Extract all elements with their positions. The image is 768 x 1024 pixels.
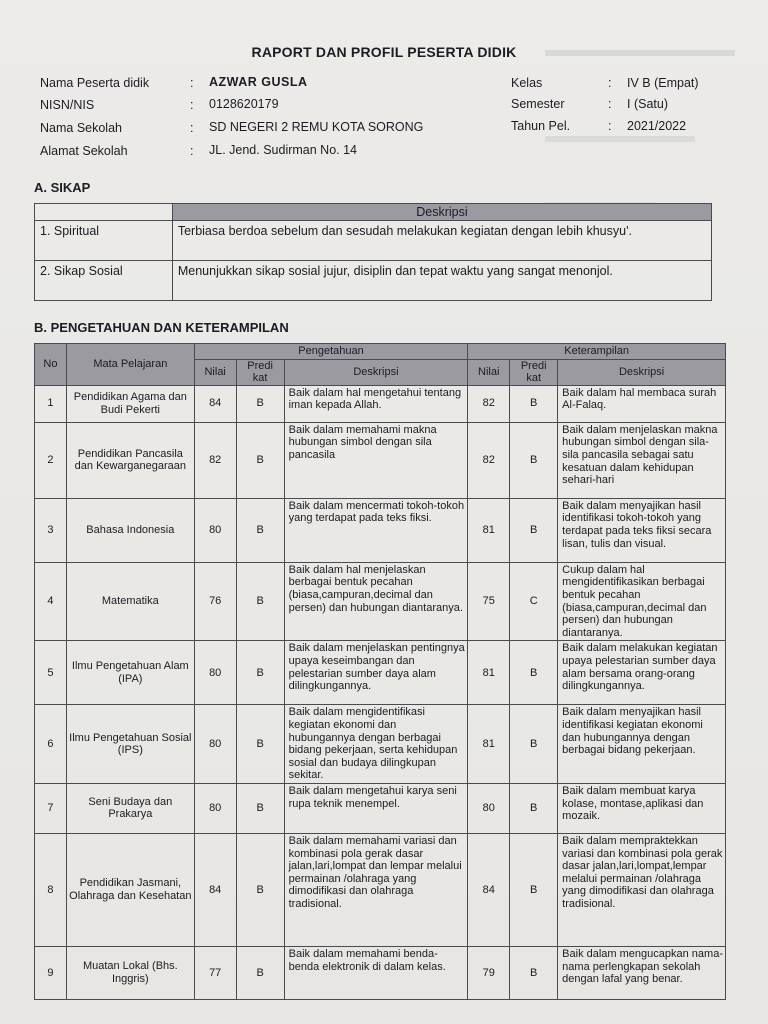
skills-score: 84 — [468, 833, 510, 946]
knowledge-description: Baik dalam hal menjelaskan berbagai bentuk pecahan (biasa,campuran,decimal dan persen) dan hubungan diantaranya. — [284, 562, 468, 641]
knowledge-grade: B — [236, 783, 284, 833]
grade-row — [35, 422, 726, 498]
student-identity-left — [40, 76, 500, 166]
skills-description: Cukup dalam hal mengidentifikasikan berbagai bentuk pecahan (biasa,campuran,decimal dan persen) dan hubungan diantaranya. — [558, 562, 726, 641]
subject-name: Ilmu Pengetahuan Sosial (IPS) — [66, 705, 194, 784]
section-b-heading: B. PENGETAHUAN DAN KETERAMPILAN — [34, 320, 289, 335]
label-semester: Semester — [511, 97, 565, 111]
label-school-address: Alamat Sekolah — [40, 144, 128, 158]
attitude-description-social: Menunjukkan sikap sosial jujur, disiplin dan tepat waktu yang sangat menonjol. — [172, 261, 711, 301]
skills-description: Baik dalam hal membaca surah Al-Falaq. — [558, 385, 726, 422]
value-class: IV B (Empat) — [627, 76, 699, 90]
knowledge-grade: B — [236, 946, 284, 999]
knowledge-score: 80 — [194, 641, 236, 705]
subject-name: Pendidikan Agama dan Budi Pekerti — [66, 385, 194, 422]
grades-table — [34, 343, 726, 1000]
header-subject: Mata Pelajaran — [66, 344, 194, 386]
grade-row — [35, 705, 726, 784]
knowledge-grade: B — [236, 562, 284, 641]
grade-row — [35, 641, 726, 705]
skills-description: Baik dalam melakukan kegiatan upaya pelestarian sumber daya alam bersama orang-orang dilingkungannya. — [558, 641, 726, 705]
skills-score: 81 — [468, 641, 510, 705]
knowledge-description: Baik dalam mencermati tokoh-tokoh yang terdapat pada teks fiksi. — [284, 498, 468, 562]
skills-score: 80 — [468, 783, 510, 833]
subject-name: Muatan Lokal (Bhs. Inggris) — [66, 946, 194, 999]
knowledge-grade: B — [236, 833, 284, 946]
knowledge-score: 77 — [194, 946, 236, 999]
skills-description: Baik dalam menjelaskan makna hubungan simbol dengan sila-sila pancasila sebagai satu kesatuan dalam kehidupan sehari-hari — [558, 422, 726, 498]
skills-description: Baik dalam mengucapkan nama-nama perlengkapan sekolah dengan lafal yang benar. — [558, 946, 726, 999]
knowledge-score: 80 — [194, 705, 236, 784]
row-number: 3 — [35, 498, 67, 562]
skills-grade: B — [510, 783, 558, 833]
knowledge-score: 80 — [194, 498, 236, 562]
row-number: 8 — [35, 833, 67, 946]
skills-score: 82 — [468, 422, 510, 498]
grade-row — [35, 783, 726, 833]
skills-score: 82 — [468, 385, 510, 422]
knowledge-score: 82 — [194, 422, 236, 498]
subject-name: Pendidikan Pancasila dan Kewarganegaraan — [66, 422, 194, 498]
grade-row — [35, 946, 726, 999]
row-number: 4 — [35, 562, 67, 641]
grade-row — [35, 498, 726, 562]
skills-grade: C — [510, 562, 558, 641]
attitude-description-header: Deskripsi — [172, 204, 711, 221]
skills-grade: B — [510, 641, 558, 705]
skills-grade: B — [510, 422, 558, 498]
knowledge-grade: B — [236, 385, 284, 422]
separator: : — [190, 76, 194, 90]
header-knowledge: Pengetahuan — [194, 344, 468, 360]
knowledge-description: Baik dalam menjelaskan pentingnya upaya keseimbangan dan pelestarian sumber daya alam dilingkungannya. — [284, 641, 468, 705]
knowledge-description: Baik dalam mengidentifikasi kegiatan ekonomi dan hubungannya dengan berbagai bidang pekerjaan, serta kehidupan sosial dan budaya dilingkupan sekitar. — [284, 705, 468, 784]
student-identity-right — [511, 76, 741, 146]
row-number: 6 — [35, 705, 67, 784]
subject-name: Ilmu Pengetahuan Alam (IPA) — [66, 641, 194, 705]
knowledge-score: 76 — [194, 562, 236, 641]
skills-grade: B — [510, 705, 558, 784]
header-knowledge-description: Deskripsi — [284, 359, 468, 385]
knowledge-description: Baik dalam memahami variasi dan kombinasi pola gerak dasar jalan,lari,lompat dan lempar melalui permainan /olahraga yang dimodifikasi dan olahraga tradisional. — [284, 833, 468, 946]
skills-score: 81 — [468, 705, 510, 784]
header-skills: Keterampilan — [468, 344, 726, 360]
label-school-year: Tahun Pel. — [511, 119, 571, 133]
value-student-name: AZWAR GUSLA — [209, 75, 308, 89]
separator: : — [190, 144, 194, 158]
value-semester: I (Satu) — [627, 97, 668, 111]
attitude-aspect-spiritual: 1. Spiritual — [35, 221, 173, 261]
row-number: 9 — [35, 946, 67, 999]
attitude-table — [34, 203, 712, 301]
knowledge-description: Baik dalam hal mengetahui tentang iman kepada Allah. — [284, 385, 468, 422]
knowledge-grade: B — [236, 641, 284, 705]
row-number: 1 — [35, 385, 67, 422]
row-number: 2 — [35, 422, 67, 498]
skills-score: 81 — [468, 498, 510, 562]
knowledge-score: 84 — [194, 385, 236, 422]
header-skills-score: Nilai — [468, 359, 510, 385]
header-skills-grade: Predi kat — [510, 359, 558, 385]
value-school-address: JL. Jend. Sudirman No. 14 — [209, 143, 357, 157]
knowledge-grade: B — [236, 422, 284, 498]
knowledge-description: Baik dalam mengetahui karya seni rupa teknik menempel. — [284, 783, 468, 833]
skills-grade: B — [510, 385, 558, 422]
skills-description: Baik dalam menyajikan hasil identifikasi tokoh-tokoh yang terdapat pada teks fiksi secara lisan, tulis dan visual. — [558, 498, 726, 562]
header-no: No — [35, 344, 67, 386]
grade-row — [35, 562, 726, 641]
knowledge-score: 80 — [194, 783, 236, 833]
value-school-year: 2021/2022 — [627, 119, 687, 133]
grade-row — [35, 385, 726, 422]
label-school-name: Nama Sekolah — [40, 121, 122, 135]
value-school-name: SD NEGERI 2 REMU KOTA SORONG — [209, 120, 424, 134]
knowledge-score: 84 — [194, 833, 236, 946]
subject-name: Bahasa Indonesia — [66, 498, 194, 562]
separator: : — [608, 97, 612, 111]
knowledge-description: Baik dalam memahami makna hubungan simbol dengan sila pancasila — [284, 422, 468, 498]
skills-description: Baik dalam menyajikan hasil identifikasi kegiatan ekonomi dan hubungannya dengan berbagai bidang pekerjaan. — [558, 705, 726, 784]
subject-name: Pendidikan Jasmani, Olahraga dan Kesehatan — [66, 833, 194, 946]
label-nisn: NISN/NIS — [40, 98, 95, 112]
row-number: 7 — [35, 783, 67, 833]
label-class: Kelas — [511, 76, 543, 90]
separator: : — [190, 98, 194, 112]
value-nisn: 0128620179 — [209, 97, 279, 111]
section-a-heading: A. SIKAP — [34, 180, 91, 195]
separator: : — [190, 121, 194, 135]
subject-name: Seni Budaya dan Prakarya — [66, 783, 194, 833]
skills-description: Baik dalam membuat karya kolase, montase,aplikasi dan mozaik. — [558, 783, 726, 833]
subject-name: Matematika — [66, 562, 194, 641]
knowledge-grade: B — [236, 498, 284, 562]
knowledge-grade: B — [236, 705, 284, 784]
header-knowledge-grade: Predi kat — [236, 359, 284, 385]
grade-row — [35, 833, 726, 946]
attitude-aspect-social: 2. Sikap Sosial — [35, 261, 173, 301]
attitude-header-blank — [35, 204, 173, 221]
header-skills-description: Deskripsi — [558, 359, 726, 385]
separator: : — [608, 119, 612, 133]
label-student-name: Nama Peserta didik — [40, 76, 150, 90]
header-knowledge-score: Nilai — [194, 359, 236, 385]
skills-score: 75 — [468, 562, 510, 641]
skills-grade: B — [510, 498, 558, 562]
attitude-description-spiritual: Terbiasa berdoa sebelum dan sesudah melakukan kegiatan dengan lebih khusyu'. — [172, 221, 711, 261]
knowledge-description: Baik dalam memahami benda-benda elektronik di dalam kelas. — [284, 946, 468, 999]
skills-grade: B — [510, 833, 558, 946]
row-number: 5 — [35, 641, 67, 705]
separator: : — [608, 76, 612, 90]
skills-score: 79 — [468, 946, 510, 999]
report-title: RAPORT DAN PROFIL PESERTA DIDIK — [251, 44, 517, 60]
skills-description: Baik dalam mempraktekkan variasi dan kombinasi pola gerak dasar jalan,lari,lompat,lempar melalui permainan /olahraga yang dimodifikasi dan olahraga tradisional. — [558, 833, 726, 946]
skills-grade: B — [510, 946, 558, 999]
